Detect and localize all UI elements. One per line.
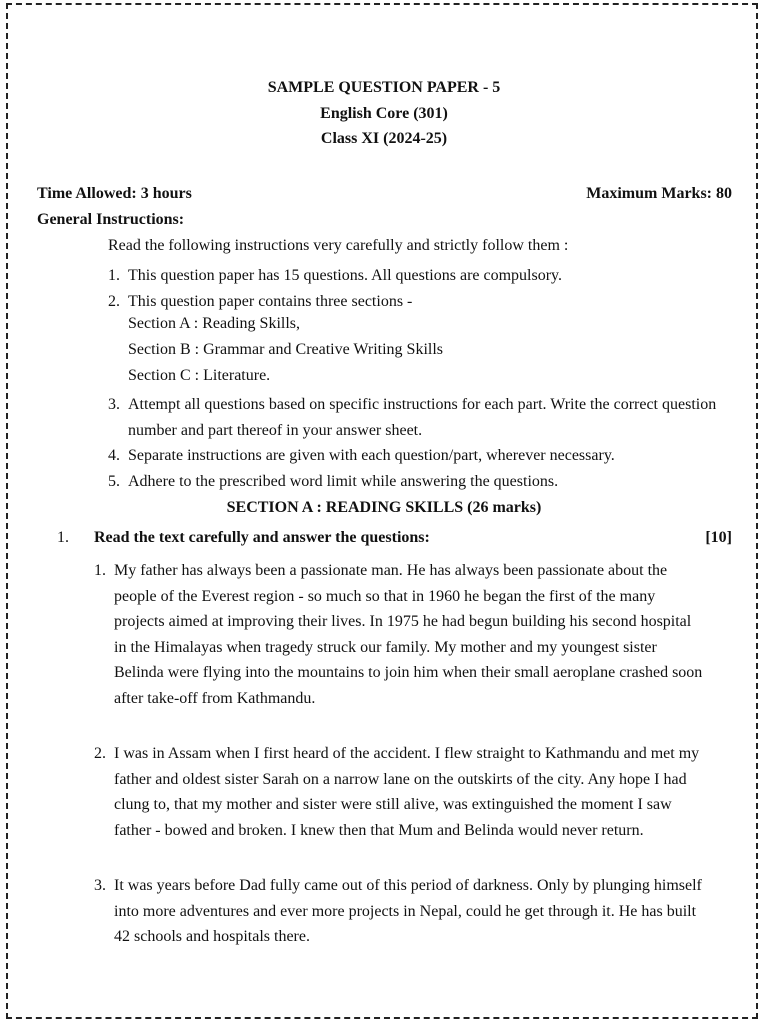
section-line: Section A : Reading Skills, [128,315,301,332]
instruction-number: 2. [108,293,120,310]
paragraph-text: It was years before Dad fully came out of this period of darkness. Only by plunging himself into more adventures and ever more projects in Nepal, could he get through it. He has built 42 schools and hospitals there. [114,877,702,946]
section-line: Section C : Literature. [128,367,271,384]
paragraph-text: I was in Assam when I first heard of the accident. I flew straight to Kathmandu and met my father and oldest sister Sarah on a narrow lane on the outskirts of the city. Any hope I had clung to, that my mother and sister were still alive, was extinguished the moment I saw father - bowed and broken. I knew then that Mum and Belinda would never return. [114,745,700,839]
section-a-title: SECTION A : READING SKILLS (26 marks) [226,499,542,516]
instruction-item [108,289,736,315]
instruction-item [108,392,736,443]
instruction-item [108,263,736,289]
paragraph-number: 2. [94,745,106,762]
paragraph-text: My father has always been a passionate man. He has always been passionate about the people of the Everest region - so much so that in 1960 he began the first of the many projects aimed at improving their lives. In 1975 he had begun building his second hospital in the Himalayas when tragedy struck our family. My mother and my youngest sister Belinda were flying into the mountains to join him when their small aeroplane crashed soon after take-off from Kathmandu. [114,562,703,707]
passage-paragraph [94,741,704,843]
paragraph-number: 3. [94,877,106,894]
question-marks: [10] [705,529,732,546]
question-text: Read the text carefully and answer the questions: [94,529,430,546]
instructions-intro: Read the following instructions very carefully and strictly follow them : [108,237,569,254]
time-allowed: Time Allowed: 3 hours [37,185,192,202]
meta-row [37,185,732,203]
paper-title: SAMPLE QUESTION PAPER - 5 [267,79,501,96]
instruction-text: This question paper has 15 questions. All questions are compulsory. [128,267,563,284]
class-title: Class XI (2024-25) [320,130,448,147]
subject-title: English Core (301) [320,105,448,122]
question-number: 1. [57,529,69,546]
general-instructions-title: General Instructions: [37,211,185,228]
instruction-text: Adhere to the prescribed word limit while answering the questions. [128,473,559,490]
instruction-number: 4. [108,447,120,464]
passage-paragraph [94,558,704,712]
instruction-text: This question paper contains three sections - [128,293,413,310]
instruction-item [108,443,736,469]
instruction-number: 3. [108,396,120,413]
paragraph-number: 1. [94,562,106,579]
instruction-text: Attempt all questions based on specific instructions for each part. Write the correct question number and part thereof in your answer sheet. [128,396,717,439]
maximum-marks: Maximum Marks: 80 [586,185,732,202]
section-line: Section B : Grammar and Creative Writing Skills [128,341,444,358]
instruction-number: 1. [108,267,120,284]
instruction-text: Separate instructions are given with each question/part, wherever necessary. [128,447,615,464]
passage-paragraph [94,873,704,950]
instruction-item [108,469,736,495]
instruction-number: 5. [108,473,120,490]
